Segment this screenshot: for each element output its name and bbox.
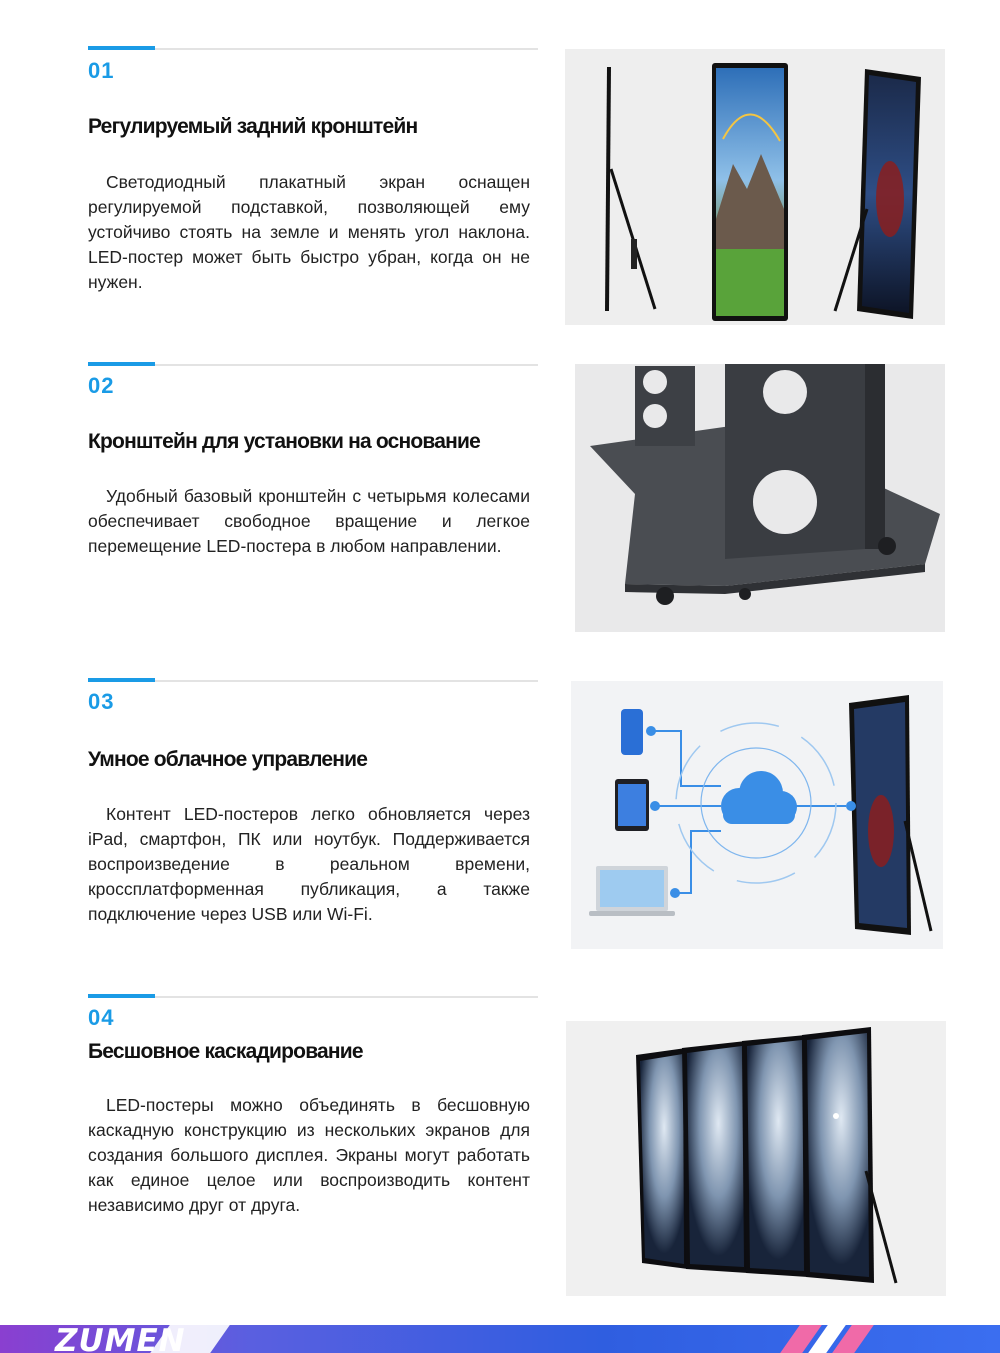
section-text: LED-постеры можно объединять в бесшовную каскадную конструкцию из нескольких экранов для создания большого дисплея. Экраны могут работать как единое целое или воспроизводить контент независимо друг от друга. [88, 1095, 530, 1215]
base-bracket-photo [575, 364, 945, 632]
cloud-control-illustration [571, 681, 943, 949]
section-number: 03 [88, 689, 115, 714]
section-divider [88, 996, 538, 998]
section-divider-accent [88, 362, 155, 366]
section-number: 01 [88, 58, 115, 83]
section-title: Кронштейн для установки на основание [88, 430, 481, 453]
section-divider [88, 364, 538, 366]
cascading-posters-photo [566, 1021, 946, 1296]
section-number: 04 [88, 1005, 115, 1030]
footer-bar [0, 1325, 1000, 1353]
adjustable-stand-photo [565, 49, 945, 325]
section-title: Умное облачное управление [88, 748, 368, 771]
section-text: Светодиодный плакатный экран оснащен регулируемой подставкой, позволяющей ему устойчиво стоять на земле и менять угол наклона. LED-постер может быть быстро убран, когда он не нужен. [88, 172, 530, 292]
zumen-logo: ZUMEN [55, 1325, 186, 1353]
section-divider-accent [88, 46, 155, 50]
section-text: Удобный базовый кронштейн с четырьмя колесами обеспечивает свободное вращение и легкое перемещение LED-постера в любом направлении. [88, 486, 530, 556]
section-divider [88, 48, 538, 50]
section-divider-accent [88, 994, 155, 998]
section-divider-accent [88, 678, 155, 682]
section-divider [88, 680, 538, 682]
section-title: Регулируемый задний кронштейн [88, 115, 418, 138]
section-number: 02 [88, 373, 115, 398]
section-text: Контент LED-постеров легко обновляется через iPad, смартфон, ПК или ноутбук. Поддерживается воспроизведение в реальном времени, кроссплатформенная публикация, а также подключение через USB или Wi-Fi. [88, 804, 530, 924]
section-title: Бесшовное каскадирование [88, 1040, 363, 1063]
